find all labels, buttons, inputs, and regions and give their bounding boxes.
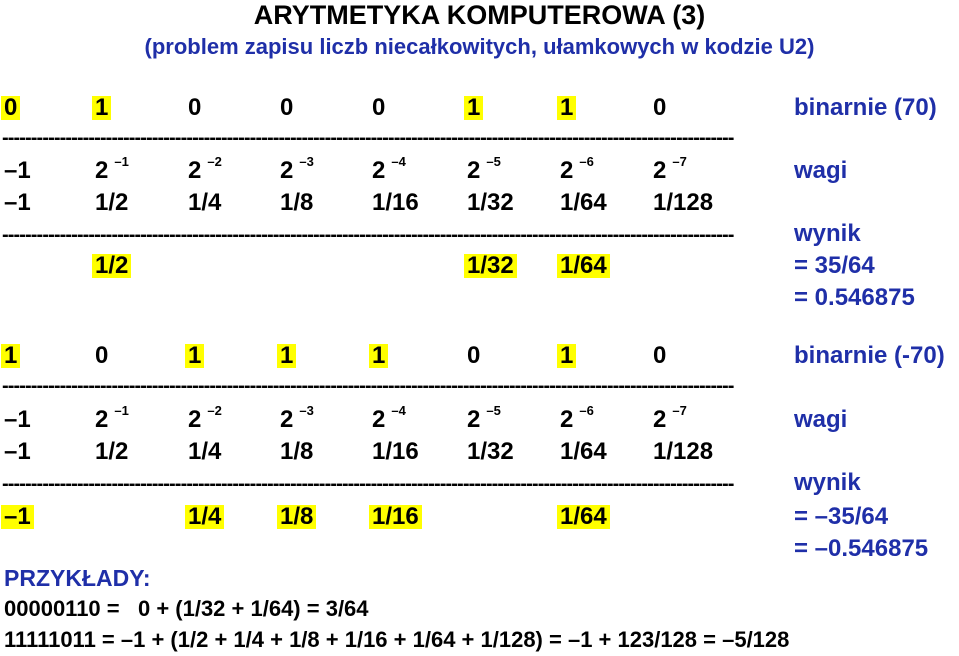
- result-term: 1/2: [92, 254, 131, 278]
- binary-label-positive: binarnie (70): [794, 94, 937, 121]
- weight-exponent: –1: [114, 154, 129, 169]
- examples-heading: PRZYKŁADY:: [4, 565, 151, 591]
- weight-exponent: –5: [486, 154, 501, 169]
- bit-cell: 1: [92, 96, 111, 120]
- result-label-positive: wynik: [794, 220, 861, 247]
- fraction-cell: 1/4: [188, 438, 222, 465]
- weight-power-cell: [653, 154, 687, 184]
- fraction-cell: 1/32: [467, 189, 514, 216]
- bit-cell: 1: [557, 344, 576, 368]
- page-subtitle: (problem zapisu liczb niecałkowitych, ułamkowych w kodzie U2): [144, 34, 815, 59]
- weight-base: 2: [653, 157, 667, 184]
- weight-base: 2: [95, 406, 109, 433]
- result-term: 1/16: [369, 505, 422, 529]
- weight-exponent: –4: [391, 403, 406, 418]
- weight-power-cell: [372, 403, 406, 433]
- weight-sign-cell: –1: [4, 406, 31, 433]
- weight-power-cell: [188, 154, 222, 184]
- fraction-sign-cell: –1: [4, 189, 31, 216]
- dash-separator: -------------------------------------------------------------------------------------------------------------------------------: [2, 128, 734, 148]
- bit-cell: 1: [369, 344, 388, 368]
- bit-cell: 0: [372, 94, 386, 121]
- weight-power-cell: [467, 154, 501, 184]
- result-term: 1/64: [557, 505, 610, 529]
- weight-exponent: –3: [299, 154, 314, 169]
- weight-base: 2: [95, 157, 109, 184]
- dash-separator: -------------------------------------------------------------------------------------------------------------------------------: [2, 376, 734, 396]
- weight-power-cell: [95, 403, 129, 433]
- weight-base: 2: [372, 406, 386, 433]
- result-label-negative: wynik: [794, 469, 861, 496]
- page-title: ARYTMETYKA KOMPUTEROWA (3): [253, 0, 706, 30]
- weight-exponent: –1: [114, 403, 129, 418]
- weight-power-cell: [188, 403, 222, 433]
- weight-exponent: –2: [207, 403, 222, 418]
- weight-exponent: –7: [672, 154, 687, 169]
- fraction-cell: 1/128: [653, 189, 714, 216]
- weight-exponent: –3: [299, 403, 314, 418]
- weight-exponent: –5: [486, 403, 501, 418]
- weight-base: 2: [467, 406, 481, 433]
- weight-base: 2: [653, 406, 667, 433]
- weights-label-positive: wagi: [794, 157, 848, 184]
- result-term: 1/8: [277, 505, 316, 529]
- result-decimal-positive: = 0.546875: [794, 284, 915, 311]
- weight-power-cell: [280, 403, 314, 433]
- result-term: –1: [1, 505, 34, 529]
- fraction-cell: 1/128: [653, 438, 714, 465]
- weight-base: 2: [188, 157, 202, 184]
- weight-sign-cell: –1: [4, 157, 31, 184]
- weight-power-cell: [280, 154, 314, 184]
- weight-exponent: –7: [672, 403, 687, 418]
- weight-base: 2: [280, 406, 294, 433]
- weight-base: 2: [188, 406, 202, 433]
- weight-base: 2: [372, 157, 386, 184]
- bit-cell: 0: [1, 96, 20, 120]
- weight-exponent: –2: [207, 154, 222, 169]
- fraction-cell: 1/16: [372, 438, 419, 465]
- fraction-sign-cell: –1: [4, 438, 31, 465]
- example-line-2: 11111011 = –1 + (1/2 + 1/4 + 1/8 + 1/16 + 1/64 + 1/128) = –1 + 123/128 = –5/128: [4, 627, 790, 652]
- fraction-cell: 1/64: [560, 189, 607, 216]
- dash-separator: -------------------------------------------------------------------------------------------------------------------------------: [2, 225, 734, 245]
- bit-cell: 1: [277, 344, 296, 368]
- bit-cell: 0: [653, 342, 667, 369]
- weight-power-cell: [467, 403, 501, 433]
- weight-base: 2: [560, 157, 574, 184]
- bit-cell: 1: [1, 344, 20, 368]
- weight-base: 2: [560, 406, 574, 433]
- weight-exponent: –4: [391, 154, 406, 169]
- weight-power-cell: [560, 154, 594, 184]
- weight-power-cell: [560, 403, 594, 433]
- fraction-cell: 1/2: [95, 438, 129, 465]
- fraction-cell: 1/64: [560, 438, 607, 465]
- dash-separator: -------------------------------------------------------------------------------------------------------------------------------: [2, 474, 734, 494]
- bit-cell: 1: [464, 96, 483, 120]
- bit-cell: 0: [188, 94, 202, 121]
- example-line-1: 00000110 = 0 + (1/32 + 1/64) = 3/64: [4, 596, 369, 621]
- weight-power-cell: [372, 154, 406, 184]
- bit-cell: 0: [467, 342, 481, 369]
- bit-cell: 0: [653, 94, 667, 121]
- fraction-cell: 1/8: [280, 189, 314, 216]
- result-term: 1/4: [185, 505, 224, 529]
- result-value-positive: = 35/64: [794, 252, 875, 279]
- result-value-negative: = –35/64: [794, 503, 889, 530]
- bit-cell: 1: [557, 96, 576, 120]
- binary-label-negative: binarnie (-70): [794, 342, 945, 369]
- result-term: 1/64: [557, 254, 610, 278]
- weights-label-negative: wagi: [794, 406, 848, 433]
- weight-base: 2: [467, 157, 481, 184]
- fraction-cell: 1/4: [188, 189, 222, 216]
- fraction-cell: 1/16: [372, 189, 419, 216]
- bit-cell: 1: [185, 344, 204, 368]
- bit-cell: 0: [95, 342, 109, 369]
- weight-exponent: –6: [579, 154, 594, 169]
- weight-power-cell: [95, 154, 129, 184]
- bit-cell: 0: [280, 94, 294, 121]
- weight-base: 2: [280, 157, 294, 184]
- fraction-cell: 1/32: [467, 438, 514, 465]
- weight-power-cell: [653, 403, 687, 433]
- fraction-cell: 1/8: [280, 438, 314, 465]
- weight-exponent: –6: [579, 403, 594, 418]
- result-term: 1/32: [464, 254, 517, 278]
- result-decimal-negative: = –0.546875: [794, 535, 929, 562]
- fraction-cell: 1/2: [95, 189, 129, 216]
